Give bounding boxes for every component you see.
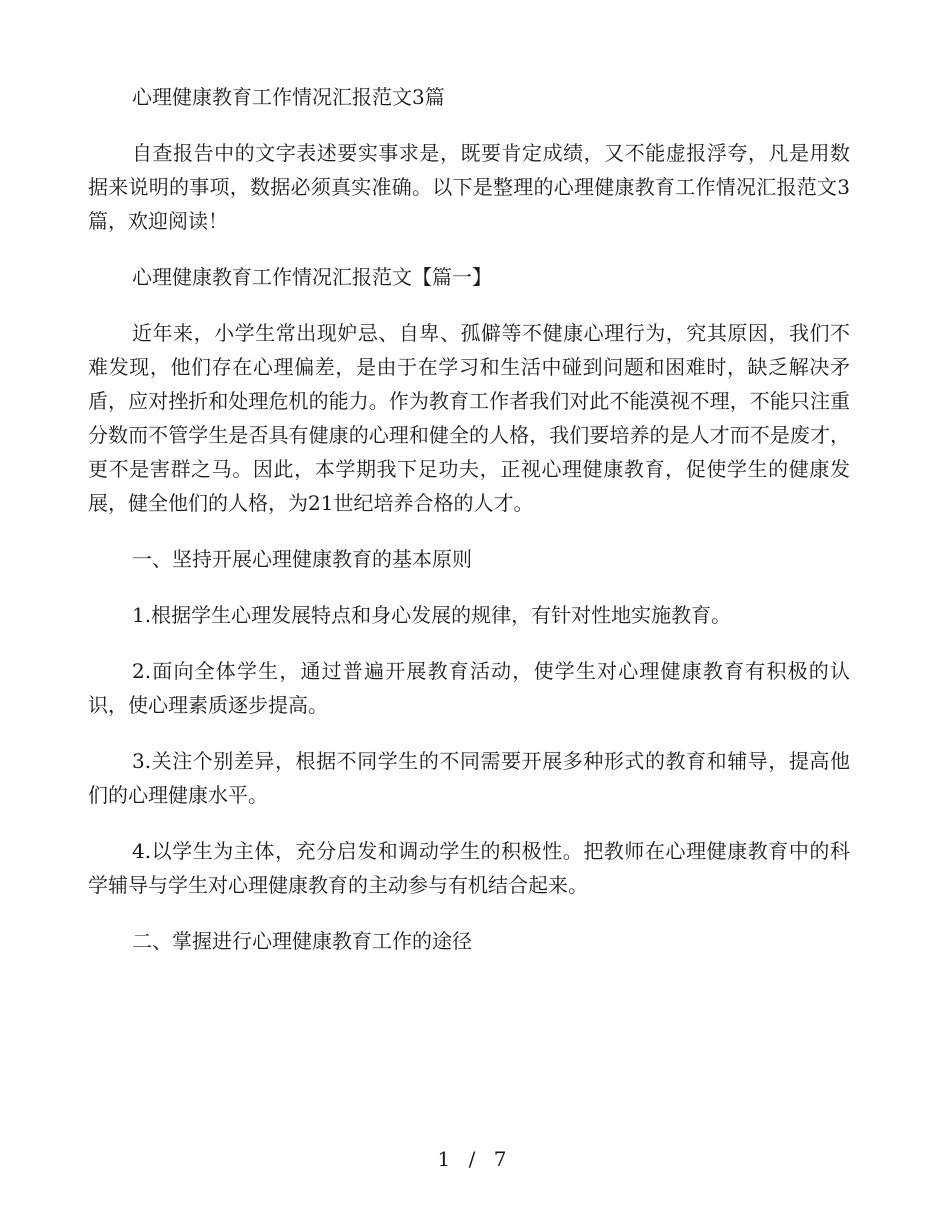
part-one-paragraph: 近年来，小学生常出现妒忌、自卑、孤僻等不健康心理行为，究其原因，我们不难发现，他们存在心理偏差，是由于在学习和生活中碰到问题和困难时，缺乏解决矛盾，应对挫折和处理危机的能力。作为教育工作者我们对此不能漠视不理，不能只注重分数而不管学生是否具有健康的心理和健全的人格，我们要培养的是人才而不是废才，更不是害群之马。因此，本学期我下足功夫，正视心理健康教育，促使学生的健康发展，健全他们的人格，为21世纪培养合格的人才。 — [88, 321, 850, 515]
principle-item-1: 1.根据学生心理发展特点和身心发展的规律，有针对性地实施教育。 — [132, 603, 732, 627]
document-title: 心理健康教育工作情况汇报范文3篇 — [132, 85, 445, 109]
principle-item-3: 3.关注个别差异，根据不同学生的不同需要开展多种形式的教育和辅导，提高他们的心理健康水平。 — [88, 749, 850, 807]
part-one-title: 心理健康教育工作情况汇报范文【篇一】 — [132, 265, 492, 289]
section-two-heading: 二、掌握进行心理健康教育工作的途径 — [132, 929, 472, 953]
document-body — [88, 80, 850, 980]
intro-paragraph: 自查报告中的文字表述要实事求是，既要肯定成绩，又不能虚报浮夸，凡是用数据来说明的事项，数据必须真实准确。以下是整理的心理健康教育工作情况汇报范文3篇，欢迎阅读！ — [88, 141, 850, 233]
principle-item-4: 4.以学生为主体，充分启发和调动学生的积极性。把教师在心理健康教育中的科学辅导与学生对心理健康教育的主动参与有机结合起来。 — [88, 839, 850, 897]
page-number: 1 / 7 — [437, 1147, 513, 1171]
principle-item-2: 2.面向全体学生，通过普遍开展教育活动，使学生对心理健康教育有积极的认识，使心理素质逐步提高。 — [88, 659, 850, 717]
section-one-heading: 一、坚持开展心理健康教育的基本原则 — [132, 547, 472, 571]
